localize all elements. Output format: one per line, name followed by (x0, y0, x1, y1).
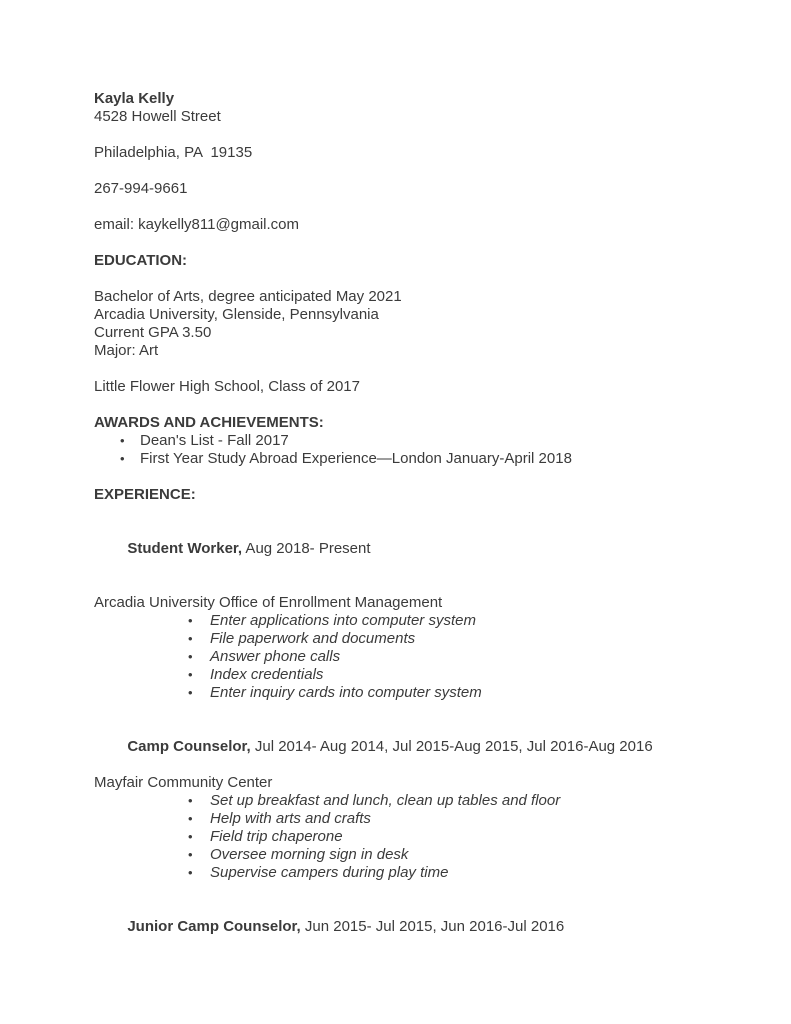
duty-text: Answer phone calls (210, 648, 341, 665)
duty-text: Enter applications into computer system (210, 612, 476, 629)
contact-name: Kayla Kelly (94, 90, 175, 107)
bullet-icon: • (120, 451, 125, 466)
list-item (94, 648, 697, 666)
list-item (94, 450, 697, 468)
job-entry (94, 522, 697, 702)
awards-list (94, 432, 697, 468)
contact-email: email: kaykelly811@gmail.com (94, 216, 300, 233)
list-item (94, 864, 697, 882)
contact-city-state-zip: Philadelphia, PA 19135 (94, 144, 253, 161)
job-organization: Mayfair Community Center (94, 774, 273, 791)
bullet-icon: • (188, 631, 193, 646)
list-item (94, 432, 697, 450)
list-item (94, 684, 697, 702)
award-text: First Year Study Abroad Experience—London January-April 2018 (140, 450, 572, 467)
bullet-icon: • (188, 829, 193, 844)
job-duties-list (94, 612, 697, 702)
list-item (94, 810, 697, 828)
job-dates: Jun 2015- Jul 2015, Jun 2016-Jul 2016 (300, 918, 565, 935)
bullet-icon: • (120, 433, 125, 448)
job-title-line (94, 522, 697, 576)
duty-text: Supervise campers during play time (210, 864, 449, 881)
bullet-icon: • (188, 847, 193, 862)
awards-section (94, 414, 697, 468)
job-title-line (94, 720, 697, 774)
list-item (94, 612, 697, 630)
awards-heading: AWARDS AND ACHIEVEMENTS: (94, 414, 324, 431)
experience-section (94, 486, 697, 954)
bullet-icon: • (188, 685, 193, 700)
job-entry (94, 900, 697, 954)
education-degree: Bachelor of Arts, degree anticipated May 2021 (94, 288, 402, 305)
list-item (94, 828, 697, 846)
bullet-icon: • (188, 811, 193, 826)
duty-text: Index credentials (210, 666, 324, 683)
bullet-icon: • (188, 649, 193, 664)
duty-text: Oversee morning sign in desk (210, 846, 409, 863)
education-section (94, 252, 697, 396)
bullet-icon: • (188, 667, 193, 682)
list-item (94, 846, 697, 864)
contact-phone: 267-994-9661 (94, 180, 188, 197)
job-dates: Jul 2014- Aug 2014, Jul 2015-Aug 2015, Jul 2016-Aug 2016 (250, 738, 653, 755)
job-title-line (94, 900, 697, 954)
duty-text: Set up breakfast and lunch, clean up tables and floor (210, 792, 561, 809)
job-duties-list (94, 792, 697, 882)
list-item (94, 792, 697, 810)
job-title: Student Worker, (127, 540, 243, 557)
duty-text: Field trip chaperone (210, 828, 343, 845)
bullet-icon: • (188, 613, 193, 628)
job-organization: Arcadia University Office of Enrollment Management (94, 594, 443, 611)
duty-text: File paperwork and documents (210, 630, 416, 647)
job-entry (94, 720, 697, 882)
education-gpa: Current GPA 3.50 (94, 324, 212, 341)
list-item (94, 630, 697, 648)
duty-text: Help with arts and crafts (210, 810, 371, 827)
education-university: Arcadia University, Glenside, Pennsylvania (94, 306, 379, 323)
job-title: Camp Counselor, (127, 738, 251, 755)
contact-section (94, 90, 697, 234)
duty-text: Enter inquiry cards into computer system (210, 684, 482, 701)
bullet-icon: • (188, 793, 193, 808)
job-title: Junior Camp Counselor, (127, 918, 301, 935)
education-high-school: Little Flower High School, Class of 2017 (94, 378, 360, 395)
award-text: Dean's List - Fall 2017 (140, 432, 289, 449)
list-item (94, 666, 697, 684)
bullet-icon: • (188, 865, 193, 880)
education-major: Major: Art (94, 342, 159, 359)
education-heading: EDUCATION: (94, 252, 188, 269)
contact-street: 4528 Howell Street (94, 108, 221, 125)
job-dates: Aug 2018- Present (242, 540, 371, 557)
experience-heading: EXPERIENCE: (94, 486, 196, 503)
